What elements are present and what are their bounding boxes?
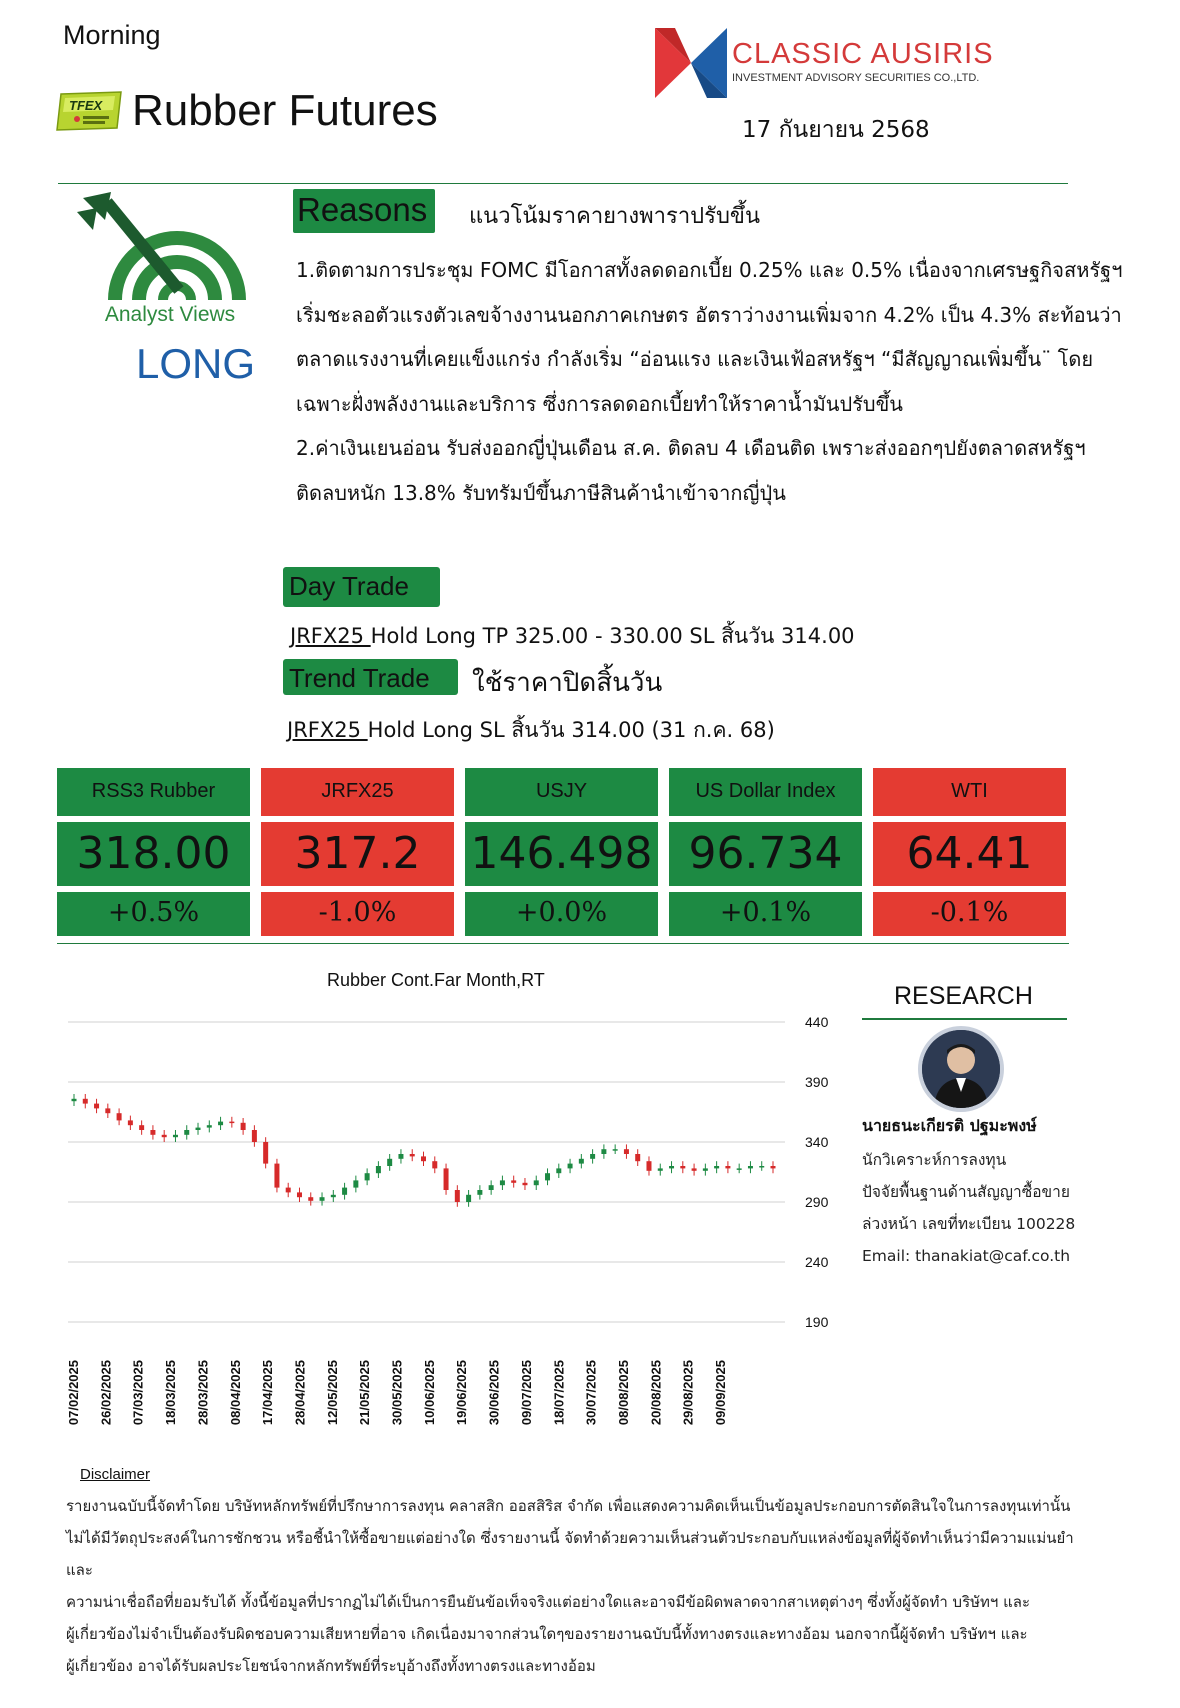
disclaimer-line: ความน่าเชื่อถือที่ยอมรับได้ ทั้งนี้ข้อมูลที่ปรากฏไม่ได้เป็นการยืนยันข้อเท็จจริงแต่อย่างใดและอาจมีข้อผิดพลาดจากสาเหตุต่างๆ ซึ่งทั้งผู้จัดทำ บริษัทฯ และ — [66, 1593, 1031, 1611]
morning-label: Morning — [63, 20, 161, 50]
ticker-value: 146.498 — [470, 828, 653, 879]
ticker-name: RSS3 Rubber — [91, 780, 216, 802]
divider — [862, 1018, 1067, 1020]
candle-body — [771, 1166, 776, 1168]
analyst-views-label: Analyst Views — [104, 303, 236, 326]
candle-body — [489, 1185, 494, 1190]
candle-body — [263, 1142, 268, 1164]
candle-body — [105, 1108, 110, 1113]
day-trade-recommendation — [290, 620, 855, 653]
disclaimer-title: Disclaimer — [80, 1466, 151, 1483]
candle-body — [72, 1099, 77, 1101]
candle-body — [117, 1113, 122, 1120]
candle-body — [196, 1128, 201, 1130]
ticker-tile — [465, 768, 658, 936]
x-tick-label: 26/02/2025 — [98, 1360, 114, 1426]
candle-body — [455, 1190, 460, 1202]
reason-paragraph: 2.ค่าเงินเยนอ่อน รับส่งออกญี่ปุ่นเดือน ส.ค. ติดลบ 4 เดือนติด เพราะส่งออกๆปยังตลาดสหรัฐฯ ติดลบหนัก 13.8% รับทรัมป์ขึ้นภาษีสินค้านำเข้าจากญี่ปุ่น — [296, 436, 1086, 505]
x-tick-label: 10/06/2025 — [421, 1360, 437, 1426]
x-tick-label: 07/02/2025 — [66, 1360, 81, 1426]
candle-body — [162, 1135, 167, 1137]
reasons-body — [296, 248, 1126, 515]
x-tick-label: 30/05/2025 — [389, 1360, 405, 1426]
candle-body — [128, 1120, 133, 1125]
candle-body — [466, 1195, 471, 1202]
ticker-separator — [873, 816, 1066, 822]
candle-body — [714, 1166, 719, 1168]
reason-paragraph: 1.ติดตามการประชุม FOMC มีโอกาสทั้งลดดอกเบี้ย 0.25% และ 0.5% เนื่องจากเศรษฐกิจสหรัฐฯ เริ่มชะลอตัวแรงตัวเลขจ้างงานนอกภาคเกษตร อัตราว่างงานเพิ่มจาก 4.2% เป็น 4.3% สะท้อนว่าตลาดแรงงานที่เคยแข็งแกร่ง กำลังเริ่ม “อ่อนแรง และเงินเฟ้อสหรัฐฯ “มีสัญญาณเพิ่มขึ้น¨ โดยเฉพาะฝั่งพลังงานและบริการ ซึ่งการลดดอกเบี้ยทำให้ราคาน้ำมันปรับขึ้น — [296, 258, 1123, 416]
ticker-name: US Dollar Index — [695, 780, 836, 802]
analyst-info — [862, 1144, 1075, 1272]
x-tick-label: 28/04/2025 — [292, 1360, 308, 1426]
x-tick-label: 28/03/2025 — [195, 1360, 211, 1426]
candle-body — [94, 1104, 99, 1109]
x-tick-label: 21/05/2025 — [357, 1360, 373, 1426]
ticker-tile — [57, 768, 250, 936]
reasons-headline: แนวโน้มราคายางพาราปรับขึ้น — [469, 204, 761, 229]
candle-body — [207, 1125, 212, 1127]
candle-body — [150, 1130, 155, 1135]
candle-body — [601, 1149, 606, 1154]
candle-body — [342, 1188, 347, 1195]
candle-body — [365, 1173, 370, 1180]
ticker-separator — [261, 886, 454, 892]
candle-body — [635, 1154, 640, 1161]
ticker-name: USJY — [535, 780, 588, 802]
y-tick-label: 290 — [805, 1194, 829, 1210]
candle-body — [737, 1168, 742, 1170]
trend-trade-note: ใช้ราคาปิดสิ้นวัน — [472, 668, 663, 698]
ticker-separator — [465, 886, 658, 892]
x-tick-label: 17/04/2025 — [260, 1360, 276, 1426]
x-tick-label: 08/08/2025 — [615, 1360, 631, 1426]
candle-body — [613, 1149, 618, 1151]
trend-trade-badge: Trend Trade — [283, 659, 458, 695]
disclaimer-line: รายงานฉบับนี้จัดทำโดย บริษัทหลักทรัพย์ที่ปรึกษาการลงทุน คลาสสิก ออสสิริส จำกัด เพื่อแสดงความคิดเห็นเป็นข้อมูลประกอบการตัดสินใจในการลงทุนเท่านั้น — [66, 1497, 1071, 1515]
candle-body — [703, 1168, 708, 1170]
candle-body — [139, 1125, 144, 1130]
ticker-name: WTI — [951, 780, 988, 802]
report-date: 17 กันยายน 2568 — [742, 117, 930, 143]
y-tick-label: 340 — [805, 1134, 829, 1150]
ticker-change: -1.0% — [318, 897, 397, 928]
candle-body — [444, 1168, 449, 1190]
candle-body — [241, 1123, 246, 1130]
x-tick-label: 18/03/2025 — [163, 1360, 179, 1426]
ticker-separator — [57, 816, 250, 822]
ticker-separator — [465, 816, 658, 822]
classic-ausiris-logo-icon — [655, 28, 727, 98]
trend-trade-symbol: JRFX25 — [287, 718, 368, 742]
ticker-separator — [669, 886, 862, 892]
candle-body — [477, 1190, 482, 1195]
day-trade-badge: Day Trade — [283, 567, 440, 607]
candle-body — [410, 1154, 415, 1156]
candle-body — [522, 1183, 527, 1185]
candle-body — [252, 1130, 257, 1142]
candle-body — [387, 1159, 392, 1166]
candle-body — [297, 1192, 302, 1197]
candle-body — [432, 1161, 437, 1168]
disclaimer-line: ผู้เกี่ยวข้อง อาจได้รับผลประโยชน์จากหลักทรัพย์ที่ระบุอ้างถึงทั้งทางตรงและทางอ้อม — [66, 1657, 596, 1675]
ticker-separator — [261, 816, 454, 822]
research-title: RESEARCH — [894, 982, 1033, 1010]
divider — [57, 943, 1069, 944]
divider — [58, 183, 1068, 184]
chart-title: Rubber Cont.Far Month,RT — [327, 970, 545, 990]
ticker-value: 317.2 — [294, 828, 421, 879]
candle-body — [646, 1161, 651, 1171]
candle-body — [229, 1122, 234, 1124]
candle-body — [556, 1168, 561, 1173]
y-tick-label: 390 — [805, 1074, 829, 1090]
y-tick-label: 440 — [805, 1014, 829, 1030]
candle-body — [184, 1130, 189, 1135]
x-tick-label: 18/07/2025 — [551, 1360, 567, 1426]
page-title: Rubber Futures — [132, 86, 438, 135]
x-tick-label: 09/09/2025 — [713, 1360, 728, 1426]
disclaimer-line: ไม่ได้มีวัตถุประสงค์ในการชักชวน หรือชี้นำให้ซื้อขายแต่อย่างใด ซึ่งรายงานนี้ จัดทำด้วยความเห็นส่วนตัวประกอบกับแหล่งข้อมูลที่ผู้จัดทำเห็นว่ามีความแม่นยำและ — [66, 1529, 1074, 1579]
y-tick-label: 240 — [805, 1254, 829, 1270]
candle-body — [218, 1122, 223, 1126]
candle-body — [331, 1195, 336, 1197]
ticker-change: +0.5% — [107, 897, 200, 928]
reasons-badge: Reasons — [293, 189, 435, 233]
tfex-rubber-logo-icon — [55, 90, 125, 132]
x-tick-label: 12/05/2025 — [324, 1360, 340, 1426]
candle-body — [669, 1166, 674, 1168]
tfex-badge-text: TFEX — [69, 98, 103, 113]
ticker-tile — [873, 768, 1066, 936]
x-tick-label: 09/07/2025 — [518, 1360, 534, 1426]
candle-body — [83, 1099, 88, 1104]
candle-body — [421, 1156, 426, 1161]
brand-subtitle: INVESTMENT ADVISORY SECURITIES CO.,LTD. — [732, 72, 980, 84]
candle-body — [545, 1173, 550, 1180]
candle-body — [286, 1188, 291, 1193]
candle-body — [692, 1168, 697, 1170]
candle-body — [680, 1166, 685, 1168]
analyst-photo-icon — [922, 1030, 1000, 1108]
candle-body — [759, 1166, 764, 1168]
disclaimer-line: ผู้เกี่ยวข้องไม่จำเป็นต้องรับผิดชอบความเสียหายที่อาจ เกิดเนื่องมาจากส่วนใดๆของรายงานฉบับนี้ทั้งทางตรงและทางอ้อม นอกจากนี้ผู้จัดทำ บริษัทฯ และ — [66, 1625, 1028, 1643]
y-tick-label: 190 — [805, 1314, 829, 1330]
analyst-name: นายธนะเกียรติ ปฐมะพงษ์ — [862, 1116, 1037, 1135]
ticker-name: JRFX25 — [321, 780, 394, 802]
ticker-separator — [873, 886, 1066, 892]
ticker-separator — [669, 816, 862, 822]
ticker-value: 64.41 — [906, 828, 1033, 879]
candle-body — [624, 1149, 629, 1154]
trend-trade-text: Hold Long SL สิ้นวัน 314.00 (31 ก.ค. 68) — [367, 718, 775, 742]
ticker-value: 96.734 — [688, 828, 843, 879]
candle-body — [658, 1168, 663, 1170]
analyst-info-line: นักวิเคราะห์การลงทุน — [862, 1151, 1007, 1169]
disclaimer-text — [66, 1490, 1096, 1682]
x-tick-label: 30/07/2025 — [583, 1360, 599, 1426]
candle-body — [511, 1180, 516, 1182]
candle-body — [590, 1154, 595, 1159]
ticker-change: +0.0% — [515, 897, 608, 928]
candle-body — [173, 1135, 178, 1137]
ticker-change: -0.1% — [930, 897, 1009, 928]
x-tick-label: 30/06/2025 — [486, 1360, 502, 1426]
rubber-price-chart — [60, 1000, 850, 1460]
candle-body — [398, 1154, 403, 1159]
candle-body — [500, 1180, 505, 1185]
candle-body — [320, 1197, 325, 1201]
x-tick-label: 08/04/2025 — [227, 1360, 243, 1426]
candle-body — [748, 1166, 753, 1168]
candle-body — [534, 1180, 539, 1185]
x-tick-label: 19/06/2025 — [454, 1360, 470, 1426]
analyst-info-line: ล่วงหน้า เลขที่ทะเบียน 100228 — [862, 1215, 1076, 1233]
avatar — [918, 1026, 1004, 1112]
ticker-tile — [261, 768, 454, 936]
ticker-change: +0.1% — [719, 897, 812, 928]
candle-body — [274, 1164, 279, 1188]
analyst-email[interactable]: Email: thanakiat@caf.co.th — [862, 1247, 1071, 1265]
stance-label: LONG — [136, 340, 256, 387]
candle-body — [353, 1180, 358, 1187]
ticker-band — [57, 768, 1069, 938]
candle-body — [579, 1159, 584, 1164]
x-tick-label: 20/08/2025 — [648, 1360, 664, 1426]
brand-name: CLASSIC AUSIRIS — [732, 38, 994, 70]
ticker-value: 318.00 — [76, 828, 231, 879]
candle-body — [376, 1166, 381, 1173]
ticker-separator — [57, 886, 250, 892]
trend-trade-recommendation — [287, 714, 775, 747]
x-tick-label: 07/03/2025 — [130, 1360, 146, 1426]
candle-body — [725, 1166, 730, 1168]
ticker-tile — [669, 768, 862, 936]
day-trade-text: Hold Long TP 325.00 - 330.00 SL สิ้นวัน 314.00 — [370, 624, 855, 648]
candle-body — [568, 1164, 573, 1169]
x-tick-label: 29/08/2025 — [680, 1360, 696, 1426]
candle-body — [308, 1197, 313, 1201]
day-trade-symbol: JRFX25 — [290, 624, 371, 648]
analyst-info-line: ปัจจัยพื้นฐานด้านสัญญาซื้อขาย — [862, 1183, 1070, 1201]
